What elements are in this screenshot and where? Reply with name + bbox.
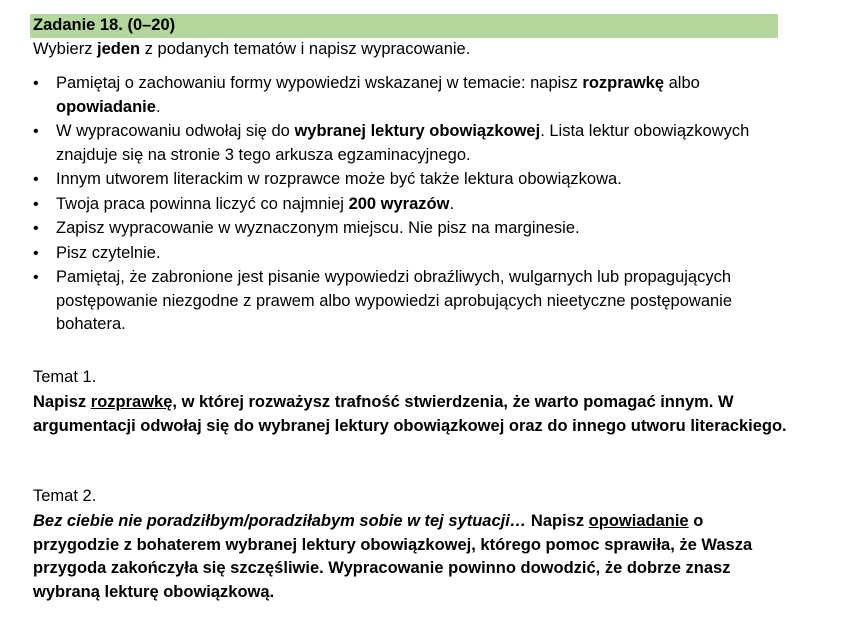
topic-1-body xyxy=(33,391,793,438)
list-item xyxy=(33,193,793,217)
item-bold: 200 wyrazów xyxy=(348,194,450,213)
item-text: albo xyxy=(664,74,700,92)
topic-quote-italic: Bez ciebie nie poradziłbym/poradziłabym sobie w tej sytuacji… xyxy=(33,512,527,530)
topic-text: , w której rozważysz trafność stwierdzenia, że warto pomagać innym. W argumentacji odwołaj się do wybranej lektury obowiązkowej oraz do innego utworu literackiego. xyxy=(33,393,787,435)
intro-text: Wybierz xyxy=(33,40,98,58)
item-text: . xyxy=(449,194,455,213)
item-text: Pamiętaj, że zabronione jest pisanie wypowiedzi obraźliwych, wulgarnych lub propagujących postępowanie niezgodne z prawem albo wypowiedzi aprobujących nieetyczne postępowanie bohatera. xyxy=(56,268,733,333)
topic-2-body xyxy=(33,510,793,604)
list-item xyxy=(33,217,793,241)
topic-form-underlined: rozprawkę xyxy=(90,393,173,411)
intro-bold: jeden xyxy=(97,40,141,58)
item-text: Pamiętaj o zachowaniu formy wypowiedzi wskazanej w temacie: napisz xyxy=(56,74,583,92)
topic-form-underlined: opowiadanie xyxy=(588,512,689,530)
item-text: Zapisz wypracowanie w wyznaczonym miejscu. Nie pisz na marginesie. xyxy=(56,219,580,237)
task-header xyxy=(30,14,778,38)
requirements-list xyxy=(33,72,793,338)
list-item xyxy=(33,120,793,167)
topic-1-label: Temat 1. xyxy=(33,368,97,386)
list-item xyxy=(33,266,793,337)
item-bold: opowiadanie xyxy=(56,97,156,116)
intro-text-end: z podanych tematów i napisz wypracowanie. xyxy=(140,40,471,58)
topic-text: o przygodzie z bohaterem wybranej lektury obowiązkowej, którego pomoc sprawiła, że Wasza przygoda zakończyła się szczęśliwie. Wypracowanie powinno dowodzić, że dobrze znasz wybraną lekturę obowiązkową. xyxy=(33,512,753,601)
list-item xyxy=(33,168,793,192)
item-bold: wybranej lektury obowiązkowej xyxy=(294,122,541,140)
item-text: Twoja praca powinna liczyć co najmniej xyxy=(56,194,349,213)
item-text: Pisz czytelnie. xyxy=(56,243,161,262)
item-text: W wypracowaniu odwołaj się do xyxy=(56,122,295,140)
item-text: . Lista lektur obowiązkowych znajduje się na stronie 3 tego arkusza egzaminacyjnego. xyxy=(56,122,750,164)
list-item xyxy=(33,242,793,266)
topic-text: Napisz xyxy=(526,512,589,530)
topic-2-label: Temat 2. xyxy=(33,487,97,505)
list-item xyxy=(33,72,793,119)
task-title: Zadanie 18. (0–20) xyxy=(33,16,176,34)
item-text: . xyxy=(155,97,161,116)
task-instruction xyxy=(33,40,470,59)
item-text: Innym utworem literackim w rozprawce może być także lektura obowiązkowa. xyxy=(56,170,622,188)
topic-text: Napisz xyxy=(33,393,91,411)
item-bold: rozprawkę xyxy=(582,74,665,92)
